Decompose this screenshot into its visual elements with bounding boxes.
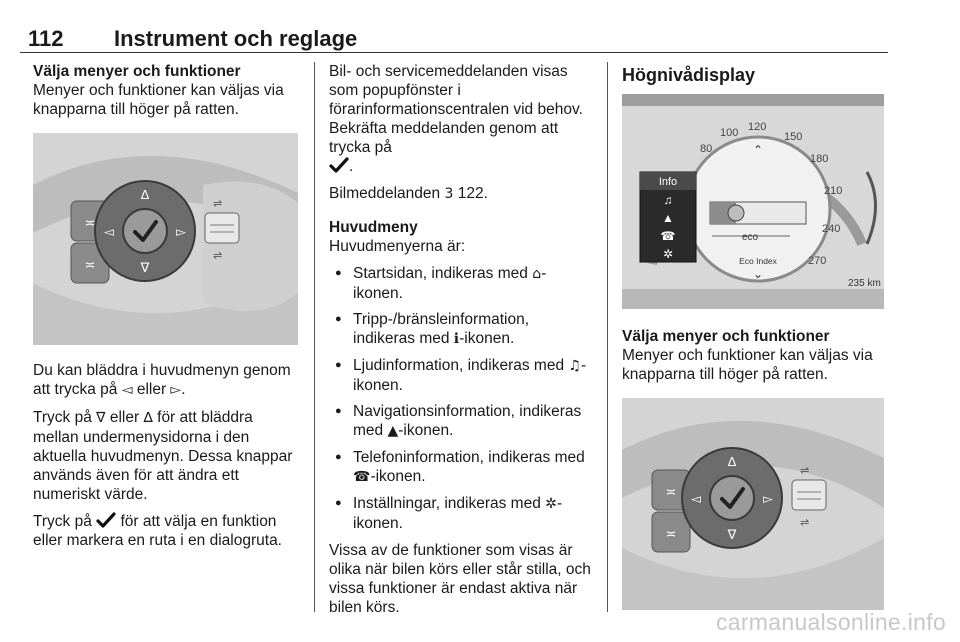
down-arrow-icon: ∇	[96, 410, 106, 426]
up-arrow-icon: ∆	[728, 454, 736, 469]
section-heading: Huvudmeny	[329, 219, 418, 236]
music-icon: ♫	[568, 358, 581, 374]
svg-text:≍: ≍	[665, 526, 677, 541]
column-2	[329, 62, 593, 625]
header-rule	[20, 52, 888, 53]
settings-icon: ✲	[545, 496, 557, 512]
up-arrow-icon: ∆	[143, 410, 153, 426]
list-item: ● Navigationsinformation, indikeras med ▲-ikonen.	[329, 402, 593, 441]
navigation-icon: ▲	[387, 423, 399, 439]
column-1	[33, 62, 301, 558]
down-arrow-icon: ∇	[727, 527, 737, 542]
phone-icon: ☎	[660, 229, 676, 243]
paragraph-1: Du kan bläddra i huvudmenyn genom att trycka på ◅ eller ▻.	[33, 362, 291, 398]
odometer-label: 235 km	[848, 278, 881, 289]
page-number: 112	[28, 26, 64, 51]
left-arrow-icon: ◅	[691, 491, 701, 506]
section-heading: Välja menyer och funktioner	[33, 63, 241, 80]
section-intro: Menyer och funktioner kan väljas via knapparna till höger på ratten.	[622, 347, 873, 383]
list-item: ● Tripp-/bränsleinformation, indikeras med ℹ-ikonen.	[329, 310, 593, 349]
paragraph-messages: Bil- och servicemeddelanden visas som popupfönster i förarinformationscentralen vid behov. Bekräfta meddelanden genom att trycka på .	[329, 63, 583, 175]
right-arrow-icon: ▻	[763, 491, 773, 506]
speed-label: 210	[824, 185, 843, 197]
watermark: carmanualsonline.info	[715, 609, 946, 635]
section-intro: Huvudmenyerna är:	[329, 238, 466, 255]
menu-list	[329, 264, 593, 533]
column-3	[622, 62, 888, 610]
left-arrow-icon: ◅	[104, 224, 114, 239]
settings-icon: ✲	[662, 247, 674, 261]
steering-wheel-controls-image	[622, 398, 884, 610]
svg-text:⌄: ⌄	[752, 267, 764, 281]
section-heading: Välja menyer och funktioner	[622, 328, 830, 345]
list-item: ● Telefoninformation, indikeras med ☎-ikonen.	[329, 448, 593, 487]
checkmark-icon	[96, 512, 116, 528]
right-arrow-icon: ▻	[170, 382, 182, 398]
column-divider	[314, 62, 315, 612]
reference-arrow-icon: 3	[444, 186, 454, 202]
svg-text:≍: ≍	[84, 215, 96, 230]
phone-icon: ☎	[353, 469, 371, 485]
info-icon: ℹ	[453, 331, 460, 347]
svg-text:⇌: ⇌	[800, 517, 810, 529]
speed-label: 120	[748, 121, 767, 133]
page-header	[20, 20, 888, 54]
eco-label: eco	[741, 232, 759, 243]
speed-label: 150	[784, 131, 803, 143]
list-item: ● Inställningar, indikeras med ✲-ikonen.	[329, 494, 593, 533]
section-intro: Menyer och funktioner kan väljas via knapparna till höger på ratten.	[33, 82, 284, 118]
paragraph-2: Tryck på ∇ eller ∆ för att bläddra mellan undermenysidorna i den aktuella huvudmenyn. Dessa knappar används även för att ändra ett numeriskt värde.	[33, 409, 293, 503]
navigation-icon: ▲	[662, 211, 674, 225]
left-arrow-icon: ◅	[121, 382, 133, 398]
section-title: Högnivådisplay	[622, 65, 756, 85]
svg-text:⇌: ⇌	[213, 198, 223, 210]
speed-label: 80	[700, 143, 713, 155]
chapter-title: Instrument och reglage	[114, 26, 358, 51]
svg-text:≍: ≍	[84, 257, 96, 272]
speed-label: 180	[810, 153, 829, 165]
music-icon: ♫	[663, 193, 673, 207]
svg-text:≍: ≍	[665, 484, 677, 499]
speed-label: 270	[808, 255, 827, 267]
instrument-cluster-image	[622, 94, 884, 309]
paragraph-reference: Bilmeddelanden 3 122.	[329, 185, 488, 202]
home-icon: ⌂	[532, 266, 542, 282]
paragraph-outro: Vissa av de funktioner som visas är olika när bilen körs eller står stilla, och vissa funktioner är endast aktiva när bilen körs.	[329, 542, 591, 616]
svg-text:⇌: ⇌	[213, 250, 223, 262]
list-item: ● Startsidan, indikeras med ⌂-ikonen.	[329, 264, 593, 303]
down-arrow-icon: ∇	[140, 260, 150, 275]
paragraph-3: Tryck på för att välja en funktion eller markera en ruta i en dialogruta.	[33, 513, 282, 549]
svg-text:⌃: ⌃	[752, 143, 764, 157]
eco-index-label: Eco Index	[739, 256, 777, 266]
cluster-menu-info: Info	[658, 176, 678, 188]
speed-label: 100	[720, 127, 739, 139]
column-divider	[607, 62, 608, 612]
svg-text:⇌: ⇌	[800, 465, 810, 477]
up-arrow-icon: ∆	[141, 187, 149, 202]
checkmark-icon	[329, 157, 349, 173]
list-item: ● Ljudinformation, indikeras med ♫-ikonen.	[329, 356, 593, 395]
speed-label: 240	[822, 223, 841, 235]
steering-wheel-controls-image	[33, 133, 298, 345]
right-arrow-icon: ▻	[176, 224, 186, 239]
